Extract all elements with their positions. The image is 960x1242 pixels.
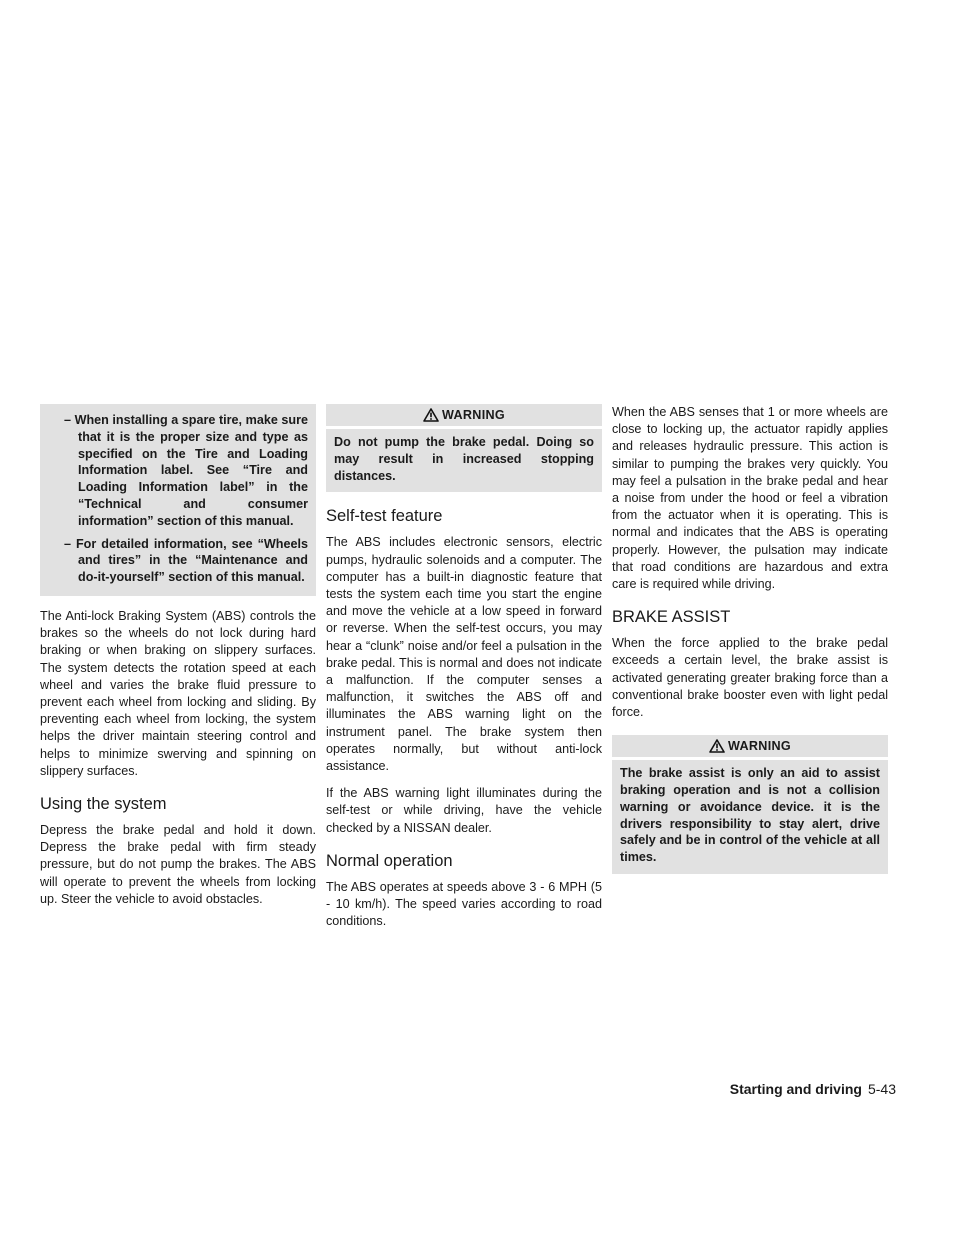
column-middle [326, 404, 602, 940]
spare-tire-note-box [40, 404, 316, 596]
abs-operation-paragraph: When the ABS senses that 1 or more wheels are close to locking up, the actuator rapidly applies and releases hydraulic pressure. This action is similar to pumping the brakes very quickly. You may feel a pulsation in the brake pedal and hear a noise from under the hood or feel a vibration from the actuator when it is operating. This is normal and indicates that the ABS is operating properly. However, the pulsation may indicate that road conditions are hazardous and extra care is required while driving. [612, 405, 888, 592]
self-test-paragraph-2: If the ABS warning light illuminates during the self-test or while driving, have the vehicle checked by a NISSAN dealer. [326, 786, 602, 835]
self-test-paragraph-1: The ABS includes electronic sensors, electric pumps, hydraulic solenoids and a computer. The computer has a built-in diagnostic feature that tests the system each time you start the engine and move the vehicle at a low speed in forward or reverse. When the self-test occurs, you may hear a “clunk” noise and/or feel a pulsation in the brake pedal. This is normal and does not indicate a malfunction. If the computer senses a malfunction, it switches the ABS off and illuminates the ABS warning light on the instrument panel. The brake system then operates normally, but without anti-lock assistance. [326, 535, 602, 774]
warning-text: The brake assist is only an aid to assist braking operation and is not a collision warning or avoidance device. it is the drivers responsibility to stay alert, drive safely and be in control of the vehicle at all times. [612, 760, 888, 874]
warning-triangle-icon [709, 739, 725, 753]
warning-label: WARNING [442, 408, 505, 422]
pump-warning [326, 404, 602, 492]
brake-assist-warning [612, 735, 888, 874]
normal-operation-heading: Normal operation [326, 851, 453, 870]
note-spare-tire: – When installing a spare tire, make sure that it is the proper size and type as specified on the Tire and Loading Information label. See “Tire and Loading Information label” in the “Technical and consumer information” section of this manual. [64, 413, 308, 528]
warning-label: WARNING [728, 739, 791, 754]
brake-assist-paragraph: When the force applied to the brake pedal exceeds a certain level, the brake assist is activated generating greater braking force than a conventional brake booster even with light pedal force. [612, 636, 888, 720]
warning-text: Do not pump the brake pedal. Doing so may result in increased stopping distances. [326, 429, 602, 492]
using-system-heading: Using the system [40, 795, 167, 813]
brake-assist-heading: BRAKE ASSIST [612, 608, 731, 627]
footer-section-title: Starting and driving [729, 1081, 862, 1097]
warning-header [326, 404, 602, 426]
abs-intro-paragraph: The Anti-lock Braking System (ABS) controls the brakes so the wheels do not lock during hard braking or when braking on slippery surfaces. The system detects the rotation speed at each wheel and varies the brake fluid pressure to prevent each wheel from locking and sliding. By preventing each wheel from locking, the system helps the driver maintain steering control and helps to minimize swerving and spinning on slippery surfaces. [40, 608, 316, 778]
note-wheels-tires: – For detailed information, see “Wheels and tires” in the “Maintenance and do-it-yourself” section of this manual. [64, 536, 308, 585]
warning-triangle-icon [423, 408, 439, 422]
page-footer [730, 1081, 896, 1097]
self-test-heading: Self-test feature [326, 507, 443, 526]
column-right [612, 404, 888, 886]
warning-header [612, 735, 888, 757]
page-number: 5-43 [867, 1081, 896, 1097]
column-left [40, 404, 316, 918]
normal-operation-paragraph: The ABS operates at speeds above 3 - 6 MPH (5 - 10 km/h). The speed varies according to road conditions. [326, 879, 602, 929]
using-system-paragraph: Depress the brake pedal and hold it down. Depress the brake pedal with firm steady pressure, but do not pump the brakes. The ABS will operate to prevent the wheels from locking up. Steer the vehicle to avoid obstacles. [40, 823, 316, 906]
